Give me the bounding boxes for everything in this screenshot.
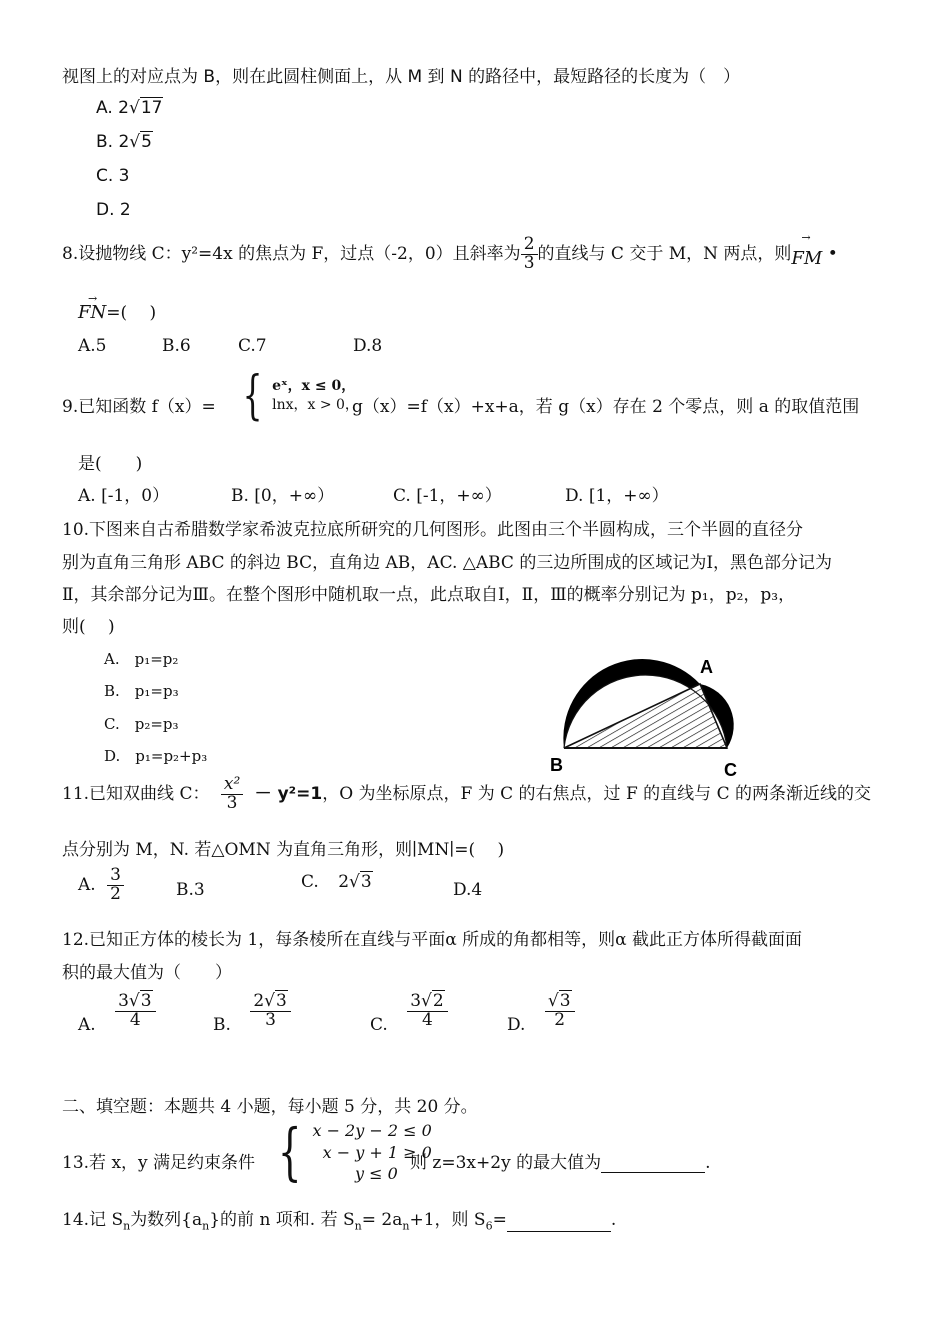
q8-option-c: C.7 (238, 336, 267, 356)
q11-option-a: A. $\frac{3}{2}$ (78, 867, 124, 904)
q9-option-c: C. [-1，+∞） (393, 486, 502, 506)
q13-answer-blank[interactable] (601, 1154, 705, 1173)
q10-line4: 则( ) (62, 617, 115, 637)
q11-option-d: D.4 (453, 880, 483, 900)
constraint-1: x − 2y − 2 ≤ 0 (312, 1121, 432, 1140)
q11-option-b: B.3 (176, 880, 205, 900)
q9-option-d: D. [1，+∞） (565, 486, 669, 506)
q11-line2: 点分别为 M，N. 若△OMN 为直角三角形，则∣MN∣=( ) (62, 840, 505, 860)
q12-option-c: C. $\frac{3√2}{4}$ (370, 993, 448, 1030)
q11-stem: 11.已知双曲线 C： $\frac{\text{x²}}{3}$ － y²=1，O 为坐标原点，F 为 C 的右焦点，过 F 的直线与 C 的两条渐近线的交 (62, 774, 871, 813)
hyperbola-fraction: $\frac{\text{x²}}{3}$ (221, 776, 243, 813)
q12-option-a: A. $\frac{3√3}{4}$ (78, 993, 156, 1030)
q10-option-c: C. p₂=p₃ (104, 715, 179, 733)
q9-case2: lnx，x > 0， (272, 397, 359, 413)
q10-option-b: B. p₁=p₃ (104, 682, 179, 700)
label-c: C (724, 760, 737, 780)
q11-option-c: C. 2√3 (301, 872, 372, 892)
q12-option-d: D. $\frac{√3}{2}$ (507, 993, 575, 1030)
q10-line2: 别为直角三角形 ABC 的斜边 BC，直角边 AB，AC. △ABC 的三边所围成的区域记为Ⅰ，黑色部分记为 (62, 553, 833, 573)
q12-line1: 12.已知正方体的棱长为 1，每条棱所在直线与平面α 所成的角都相等，则α 截此正方体所得截面面 (62, 930, 803, 950)
q14-answer-blank[interactable] (507, 1213, 611, 1232)
q8-stem-cont: → FN=( ) (78, 292, 157, 323)
q7-option-c: C. 3 (96, 166, 130, 186)
q9-stem-pre: 9.已知函数 f（x）= (62, 397, 216, 417)
constraint-3: y ≤ 0 (355, 1164, 398, 1184)
q13-stem-pre: 13.若 x，y 满足约束条件 (62, 1153, 256, 1173)
constraint-2: x − y + 1 ≥ 0 (322, 1142, 432, 1162)
q14-stem: 14.记 $S_n$为数列$\{a_n\}$的前 n 项和. 若 $S_n= 2a_n+1$，则 $S_6=$ . (62, 1210, 617, 1233)
label-b: B (550, 755, 563, 775)
q7-option-d: D. 2 (96, 200, 131, 220)
q9-option-a: A. [-1，0） (78, 486, 170, 506)
q9-stem-post: g（x）=f（x）+x+a，若 g（x）存在 2 个零点，则 a 的取值范围 (352, 397, 860, 417)
q10-line3: Ⅱ，其余部分记为Ⅲ。在整个图形中随机取一点，此点取自Ⅰ，Ⅱ，Ⅲ的概率分别记为 p₁，p₂，p₃， (62, 585, 796, 605)
q7-option-b: B. 2√5 (96, 132, 152, 152)
q8-stem: 8.设抛物线 C：y²=4x 的焦点为 F，过点（-2，0）且斜率为 $\frac{2}{3}$ 的直线与 C 交于 M，N 两点，则 → FM • (62, 230, 838, 273)
hippocrates-figure (540, 636, 770, 781)
vector-fm: → FM (791, 230, 823, 269)
vector-fn: → FN (78, 292, 107, 323)
q8-option-a: A.5 (78, 336, 107, 356)
q7-option-a: A. 2√17 (96, 98, 163, 118)
section-2-heading: 二、填空题：本题共 4 小题，每小题 5 分，共 20 分。 (62, 1097, 478, 1117)
q10-line1: 10.下图来自古希腊数学家希波克拉底所研究的几何图形。此图由三个半圆构成，三个半圆的直径分 (62, 520, 804, 540)
q9-stem-cont: 是( ) (78, 454, 143, 474)
q7-continuation: 视图上的对应点为 B，则在此圆柱侧面上，从 M 到 N 的路径中，最短路径的长度为（ ） (62, 67, 741, 87)
label-a: A (700, 657, 713, 677)
q9-option-b: B. [0，+∞） (231, 486, 335, 506)
q9-piecewise: { eˣ，x ≤ 0， lnx，x > 0， (242, 366, 359, 426)
q13-stem-post: 则 z=3x+2y 的最大值为 . (410, 1153, 711, 1173)
slope-fraction: $\frac{2}{3}$ (521, 236, 538, 273)
q10-option-a: A. p₁=p₂ (104, 650, 179, 668)
q12-option-b: B. $\frac{2√3}{3}$ (213, 993, 291, 1030)
q8-option-d: D.8 (353, 336, 383, 356)
q8-option-b: B.6 (162, 336, 191, 356)
q10-option-d: D. p₁=p₂+p₃ (104, 747, 208, 765)
q13-constraints: { x − 2y − 2 ≤ 0 x − y + 1 ≥ 0 y ≤ 0 (277, 1115, 432, 1189)
q12-line2: 积的最大值为（ ） (62, 963, 232, 983)
q9-case1: eˣ，x ≤ 0， (272, 378, 356, 395)
